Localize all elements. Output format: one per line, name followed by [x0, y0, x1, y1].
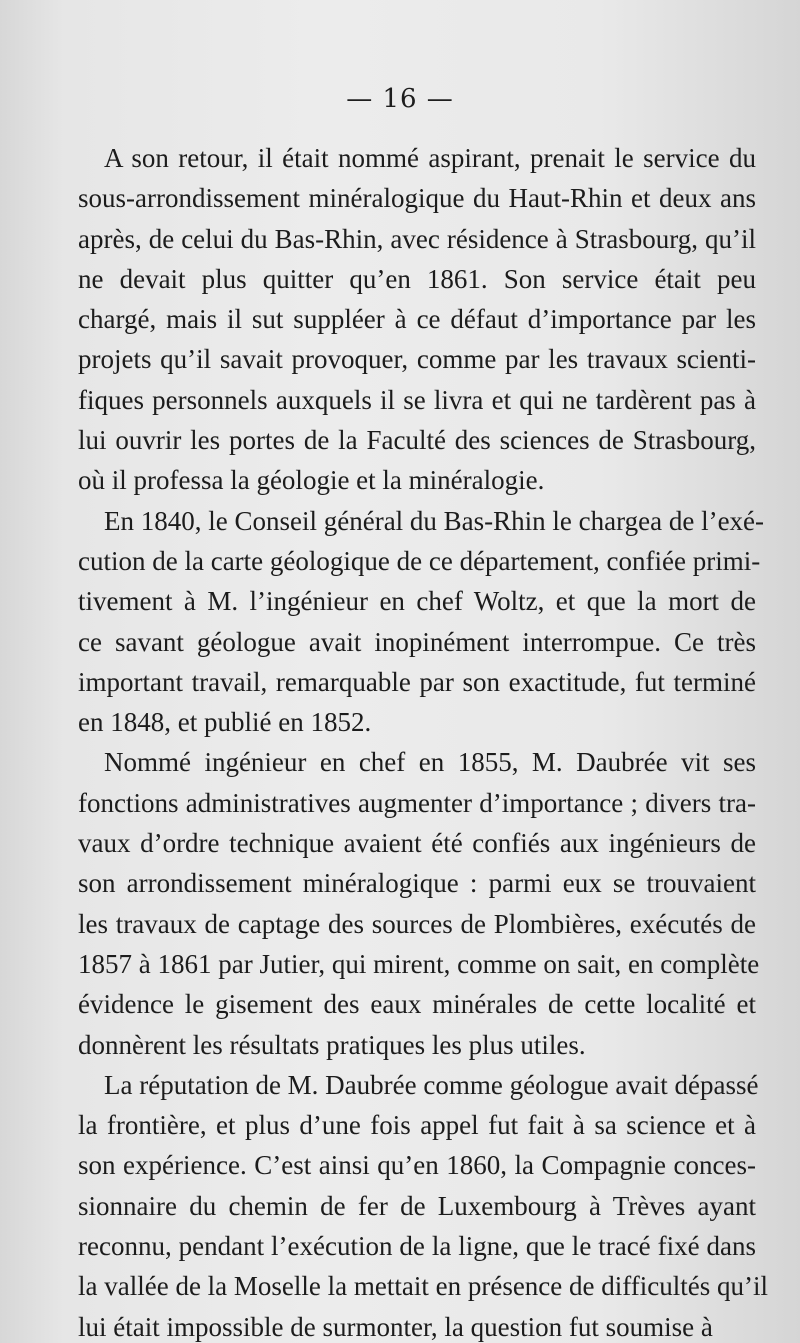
text-line: en 1848, et publié en 1852. [78, 707, 372, 738]
text-line: lui était impossible de surmonter, la question fut soumise à [78, 1311, 713, 1342]
text-line: cution de la carte géologique de ce département, confiée primi- [78, 545, 761, 576]
text-line: sionnaire du chemin de fer de Luxembourg à Trèves ayant [78, 1190, 756, 1221]
text-line: reconnu, pendant l’exécution de la ligne, que le tracé fixé dans [78, 1231, 756, 1262]
text-line: 1857 à 1861 par Jutier, qui mirent, comme on sait, en complète [78, 948, 760, 979]
text-line: sous-arrondissement minéralogique du Haut-Rhin et deux ans [78, 183, 756, 214]
text-line: fonctions administratives augmenter d’importance ; divers tra- [78, 787, 756, 818]
text-line: la frontière, et plus d’une fois appel fut fait à sa science et à [78, 1110, 756, 1141]
text-line: important travail, remarquable par son exactitude, fut terminé [78, 666, 756, 697]
text-line: tivement à M. l’ingénieur en chef Woltz, et que la mort de [78, 586, 756, 617]
text-line: En 1840, le Conseil général du Bas-Rhin le chargea de l’exé- [104, 505, 765, 536]
text-line: ne devait plus quitter qu’en 1861. Son service était peu [78, 263, 756, 294]
text-line: après, de celui du Bas-Rhin, avec résidence à Strasbourg, qu’il [78, 223, 756, 254]
text-line: chargé, mais il sut suppléer à ce défaut d’importance par les [78, 304, 756, 335]
text-line: lui ouvrir les portes de la Faculté des sciences de Strasbourg, [78, 425, 756, 456]
text-line: Nommé ingénieur en chef en 1855, M. Daubrée vit ses [104, 747, 756, 778]
text-line: projets qu’il savait provoquer, comme par les travaux scienti- [78, 344, 756, 375]
body-text [78, 138, 768, 1343]
text-line: La réputation de M. Daubrée comme géologue avait dépassé [104, 1069, 759, 1100]
text-line: où il professa la géologie et la minéralogie. [78, 465, 545, 496]
text-line: son arrondissement minéralogique : parmi eux se trouvaient [78, 868, 756, 899]
text-line: évidence le gisement des eaux minérales de cette localité et [78, 989, 756, 1020]
text-line: les travaux de captage des sources de Plombières, exécutés de [78, 908, 756, 939]
text-line: A son retour, il était nommé aspirant, prenait le service du [104, 143, 756, 173]
text-line: donnèrent les résultats pratiques les plus utiles. [78, 1029, 586, 1060]
text-line: fiques personnels auxquels il se livra et qui ne tardèrent pas à [78, 384, 756, 415]
text-line: la vallée de la Moselle la mettait en présence de difficultés qu’il [78, 1271, 768, 1302]
text-line: vaux d’ordre technique avaient été confiés aux ingénieurs de [78, 828, 756, 859]
page-number: — 16 — [346, 84, 454, 114]
text-line: son expérience. C’est ainsi qu’en 1860, la Compagnie conces- [78, 1150, 756, 1181]
text-line: ce savant géologue avait inopinément interrompue. Ce très [78, 626, 756, 657]
